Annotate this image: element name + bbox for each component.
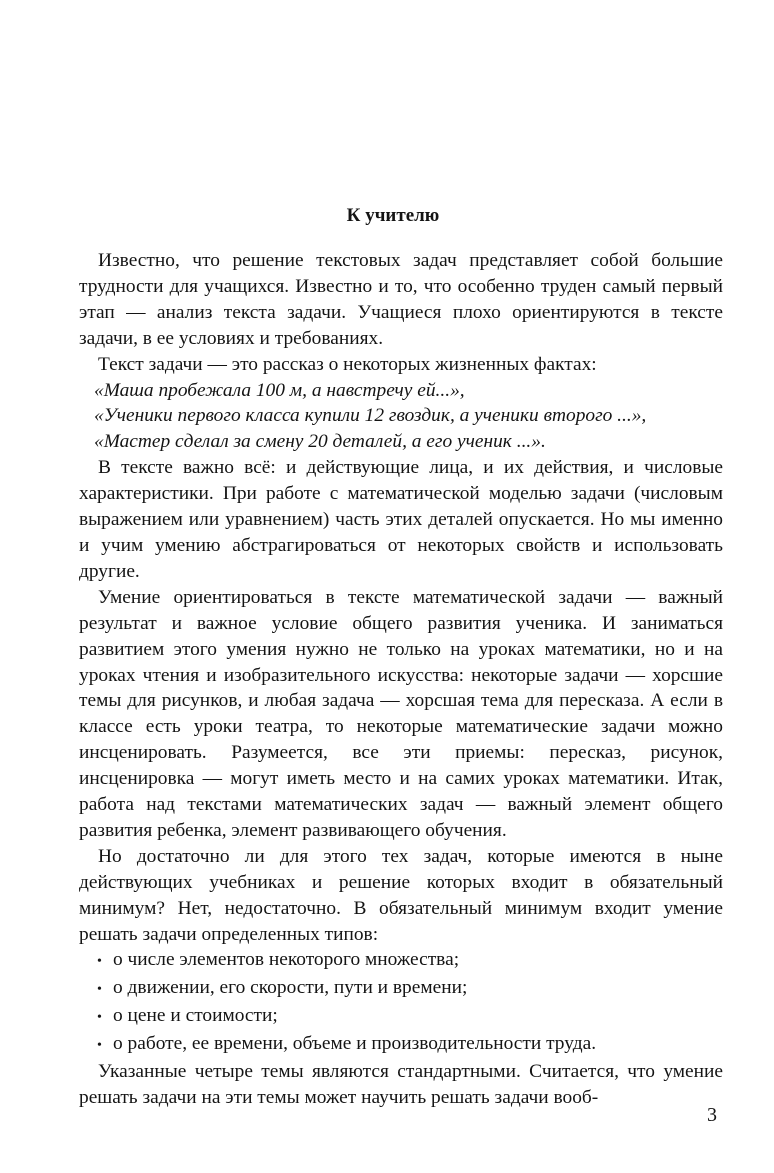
quote: «Маша пробежала 100 м, а навстречу ей...», (94, 379, 465, 401)
quote: «Мастер сделал за смену 20 деталей, а его ученик ...». (94, 431, 546, 453)
paragraph: Умение ориентироваться в тексте математической задачи — важный результат и важное условие общего развития ученика. И заниматься развитием этого умения нужно не только на уроках математики, но и на уроках чтения и изобразительного искусства: некоторые задачи — хорсшие темы для рисунков, и любая задача — хорсшая тема для пересказа. А если в классе есть уроки театра, то некоторые математические задачи можно инсценировать. Разумеется, все эти приемы: пересказ, рисунок, инсценировка — могут иметь место и на самих уроках математики. Итак, работа над текстами математических задач — важный элемент общего развития ребенка, элемент развивающего обучения. (79, 586, 723, 841)
bullet-icon: • (97, 1038, 102, 1054)
task-types-list (79, 947, 723, 1059)
bullet-icon: • (97, 982, 102, 998)
list-item (79, 947, 723, 975)
list-item-text: о цене и стоимости; (113, 1005, 278, 1027)
paragraph: Известно, что решение текстовых задач представляет собой большие трудности для учащихся. Известно и то, что особенно труден самый первый этап — анализ текста задачи. Учащиеся плохо ориентируются в тексте задачи, в ее условиях и требованиях. (79, 250, 723, 349)
paragraph: Но достаточно ли для этого тех задач, которые имеются в ныне действующих учебниках и решение которых входит в обязательный минимум? Нет, недостаточно. В обязательный минимум входит умение решать задачи определенных типов: (79, 845, 723, 945)
list-item (79, 1003, 723, 1031)
paragraph: В тексте важно всё: и действующие лица, и их действия, и числовые характеристики. При работе с математической моделью задачи (числовым выражением или уравнением) часть этих деталей опускается. Но мы именно и учим умению абстрагироваться от некоторых свойств и использовать другие. (79, 457, 723, 582)
quote: «Ученики первого класса купили 12 гвоздик, а ученики второго ...», (94, 405, 647, 427)
list-item-text: о работе, ее времени, объеме и производительности труда. (113, 1033, 597, 1055)
paragraph: Указанные четыре темы являются стандартными. Считается, что умение решать задачи на эти темы может научить решать задачи вооб- (79, 1061, 723, 1108)
paragraph: Текст задачи — это рассказ о некоторых жизненных фактах: (98, 353, 597, 375)
body-text (79, 248, 723, 1111)
list-item (79, 975, 723, 1003)
bullet-icon: • (97, 1010, 102, 1026)
bullet-icon: • (97, 954, 102, 970)
list-item-text: о числе элементов некоторого множества; (113, 949, 460, 971)
list-item-text: о движении, его скорости, пути и времени; (113, 977, 468, 999)
page-number: 3 (707, 1104, 717, 1126)
list-item (79, 1031, 723, 1059)
page-title: К учителю (346, 205, 440, 226)
